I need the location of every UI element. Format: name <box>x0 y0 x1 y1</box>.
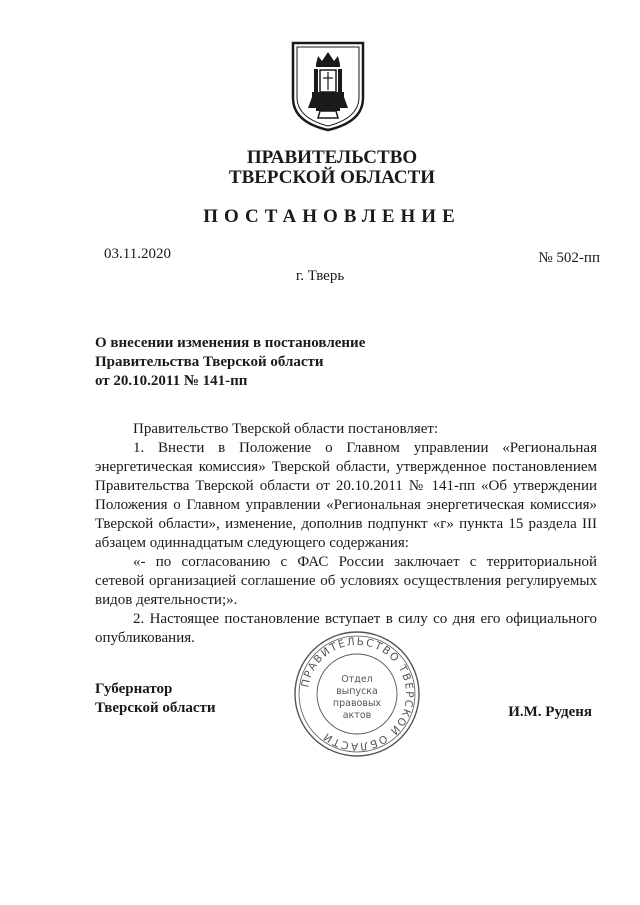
coat-of-arms-icon <box>290 40 366 132</box>
document-body <box>95 420 597 648</box>
document-number: № 502-пп <box>538 250 600 266</box>
stamp-center-line2: выпуска <box>336 686 378 697</box>
signatory-name: И.М. Руденя <box>508 704 592 720</box>
document-city: г. Тверь <box>295 268 345 284</box>
stamp-center-line1: Отдел <box>341 674 373 685</box>
official-stamp <box>293 630 421 758</box>
body-intro: Правительство Тверской области постановляет: <box>133 421 439 437</box>
body-quote: «- по согласованию с ФАС России заключает с территориальной сетевой организацией соглашение об условиях осуществления регулируемых видов деятельности;». <box>95 554 597 608</box>
signatory-title-line1: Губернатор <box>95 681 173 697</box>
org-name-line2: ТВЕРСКОЙ ОБЛАСТИ <box>228 167 436 188</box>
document-subject <box>95 334 365 391</box>
body-item-2: 2. Настоящее постановление вступает в силу со дня его официального опубликования. <box>95 611 597 646</box>
subject-line3: от 20.10.2011 № 141-пп <box>95 373 248 389</box>
document-date: 03.11.2020 <box>104 246 171 262</box>
stamp-ring-text: ПРАВИТЕЛЬСТВО ТВЕРСКОЙ ОБЛАСТИ <box>299 635 416 753</box>
org-name-line1: ПРАВИТЕЛЬСТВО <box>246 147 418 168</box>
stamp-center-line4: актов <box>342 710 372 721</box>
document-type: ПОСТАНОВЛЕНИЕ <box>203 206 461 227</box>
signatory-title-line2: Тверской области <box>95 700 216 716</box>
subject-line1: О внесении изменения в постановление <box>95 335 366 351</box>
signatory-title <box>95 680 216 718</box>
body-item-1: 1. Внести в Положение о Главном управлении «Региональная энергетическая комиссия» Тверской области, утвержденное постановлением Правительства Тверской области от 20.10.2011 № 141-пп «Об утверждении Положения о Главном управлении «Региональная энергетическая комиссия» Тверской области», изменение, дополнив подпункт «г» пункта 15 раздела III абзацем одиннадцатым следующего содержания: <box>95 440 597 551</box>
stamp-center-line3: правовых <box>332 698 382 709</box>
subject-line2: Правительства Тверской области <box>95 354 324 370</box>
